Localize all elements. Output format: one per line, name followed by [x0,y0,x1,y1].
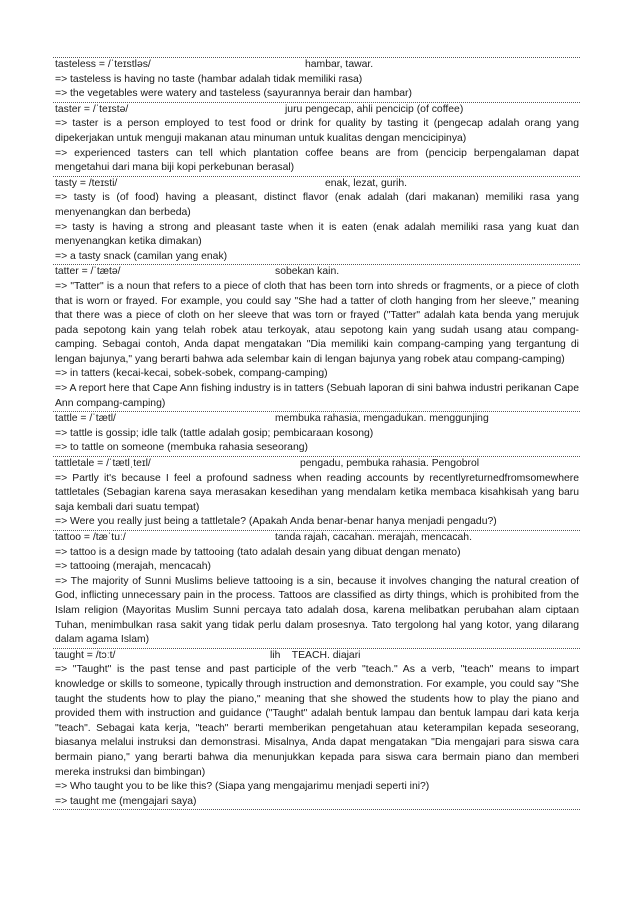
entry-example-line: => tattooing (merajah, mencacah) [55,561,211,573]
entry-example-line: => tattle is gossip; idle talk (tattle adalah gosip; pembicaraan kosong) [55,427,374,439]
entry-term: taster = /ˈteɪstə/ [55,103,129,115]
entry-header [53,649,580,664]
entry-example-line: => in tatters (kecai-kecai, sobek-sobek, compang-camping) [55,368,328,380]
entry-example-line: => the vegetables were watery and tasteless (sayurannya berair dan hambar) [55,88,412,100]
dictionary-entry [53,411,580,456]
entry-term: tasty = /teɪsti/ [55,177,118,189]
entry-example-line: => tasteless is having no taste (hambar adalah tidak memiliki rasa) [55,73,363,85]
entry-header [53,531,580,546]
entry-example-line: => The majority of Sunni Muslims believe tattooing is a sin, because it involves changing the natural creation of God, inflicting unnecessary pain in the process. Tattoos are classified as dirty things, which is prohibited from the Islam religion (Mayoritas Muslim Sunni percaya tato adalah dosa, karena melibatkan perubahan alam ciptaan Tuhan, menimbulkan rasa sakit yang tidak perlu dalam prosesnya. Tato tergolong hal yang kotor, yang dilarang dalam agama Islam) [55,575,579,646]
entry-translation: membuka rahasia, mengadukan. menggunjing [275,413,489,425]
entry-translation: juru pengecap, ahli pencicip (of coffee) [285,103,464,115]
entry-term: tattoo = /tæˈtuː/ [55,532,126,543]
entry-example-line: => tattoo is a design made by tattooing (tato adalah desain yang dibuat dengan menato) [55,546,461,558]
dictionary-entry [53,176,580,265]
entry-example-line: => Who taught you to be like this? (Siapa yang mengajarimu menjadi seperti ini?) [55,781,430,793]
entry-example-line: => tasty is (of food) having a pleasant, distinct flavor (enak adalah (dari makanan) memiliki rasa yang menyenangkan dan berbeda) [55,192,579,218]
entry-example-line: => "Taught" is the past tense and past participle of the verb "teach." As a verb, "teach" means to impart knowledge or skills to someone, typically through instruction and demonstration. For example, you could say "She taught the students how to play the piano," meaning that she showed the students how to play the piano and provided them with instruction and guidance ("Taught" adalah bentuk lampau dan bentuk lampau dari kata kerja "teach". Sebagai kata kerja, "teach" berarti memberikan pengetahuan atau keterampilan kepada seseorang, biasanya melalui instruksi dan demonstrasi. Misalnya, Anda dapat mengatakan "Dia mengajari para siswa cara bermain piano," yang berarti bahwa dia menunjukkan kepada para siswa cara bermain piano dan memberi mereka instruksi dan bimbingan) [55,664,579,778]
entry-example-line: => experienced tasters can tell which plantation coffee beans are from (pencicip berpengalaman dapat mengetahui dari mana biji kopi perkebunan berasal) [55,147,579,174]
dictionary-entry [53,530,580,648]
entry-term: tattletale = /ˈtætlˌteɪl/ [55,458,151,470]
entry-example-line: => Partly it's because I feel a profound sadness when reading accounts by recentlyreturnedfromsomewhere tattletales (Sebagian karena saya merasakan kesedihan yang mendalam ketika membaca kisahkisah yang baru saja kembali dari suatu tempat) [55,472,579,513]
dictionary-entry [53,57,580,102]
dictionary-entry [53,264,580,411]
entry-example-line: => a tasty snack (camilan yang enak) [55,250,228,262]
entry-example-line: => A report here that Cape Ann fishing industry is in tatters (Sebuah laporan di sini bahwa industri perikanan Cape Ann compang-camping) [55,383,579,409]
dictionary-entry [53,648,580,811]
entry-example-line: => "Tatter" is a noun that refers to a piece of cloth that has been torn into shreds or fragments, or a piece of cloth that is worn or frayed. For example, you could say "She had a tatter of cloth hanging from her sleeve," meaning that there was a piece of cloth on her sleeve that was torn or frayed ("Tatter" adalah kata benda yang merujuk pada sepotong kain yang telah robek atau terkoyak, atau sepotong kain yang sudah usang atau compang-camping. Sebagai contoh, Anda dapat mengatakan "Dia memiliki kain compang-camping yang tergantung di lengan bajunya," yang berarti bahwa ada selembar kain di lengan bajunya yang robek atau compang-camping) [55,280,579,365]
dictionary-entry [53,456,580,530]
entry-translation: lih TEACH. diajari [270,649,361,661]
entry-example-line: => to tattle on someone (membuka rahasia seseorang) [55,442,308,454]
entry-example-line: => taught me (mengajari saya) [55,795,197,807]
entry-translation: enak, lezat, gurih. [325,177,408,189]
entry-example-line: => tasty is having a strong and pleasant taste when it is eaten (enak adalah memiliki rasa yang kuat dan menyenangkan ketika dimakan) [55,221,579,248]
entry-translation: tanda rajah, cacahan. merajah, mencacah. [275,532,472,543]
dictionary-document [53,57,580,810]
entry-header [53,177,580,192]
entry-example-line: => taster is a person employed to test food or drink for quality by tasting it (pengecap adalah orang yang dipekerjakan untuk menguji makanan atau minuman untuk kualitas dengan mencicipinya) [55,118,579,144]
entry-header [53,457,580,472]
entry-term: taught = /tɔːt/ [55,649,116,661]
entry-header [53,412,580,427]
entry-translation: sobekan kain. [275,266,340,278]
dictionary-entry [53,102,580,176]
entry-header [53,58,580,73]
entry-term: tasteless = /ˈteɪstləs/ [55,59,151,70]
entry-term: tatter = /ˈtætə/ [55,266,121,278]
entry-example-line: => Were you really just being a tattletale? (Apakah Anda benar-benar hanya menjadi pengadu?) [55,516,497,528]
entry-translation: hambar, tawar. [305,59,374,70]
entry-header [53,265,580,280]
entry-translation: pengadu, pembuka rahasia. Pengobrol [300,458,480,470]
entry-header [53,103,580,118]
entry-term: tattle = /ˈtætl/ [55,413,116,425]
